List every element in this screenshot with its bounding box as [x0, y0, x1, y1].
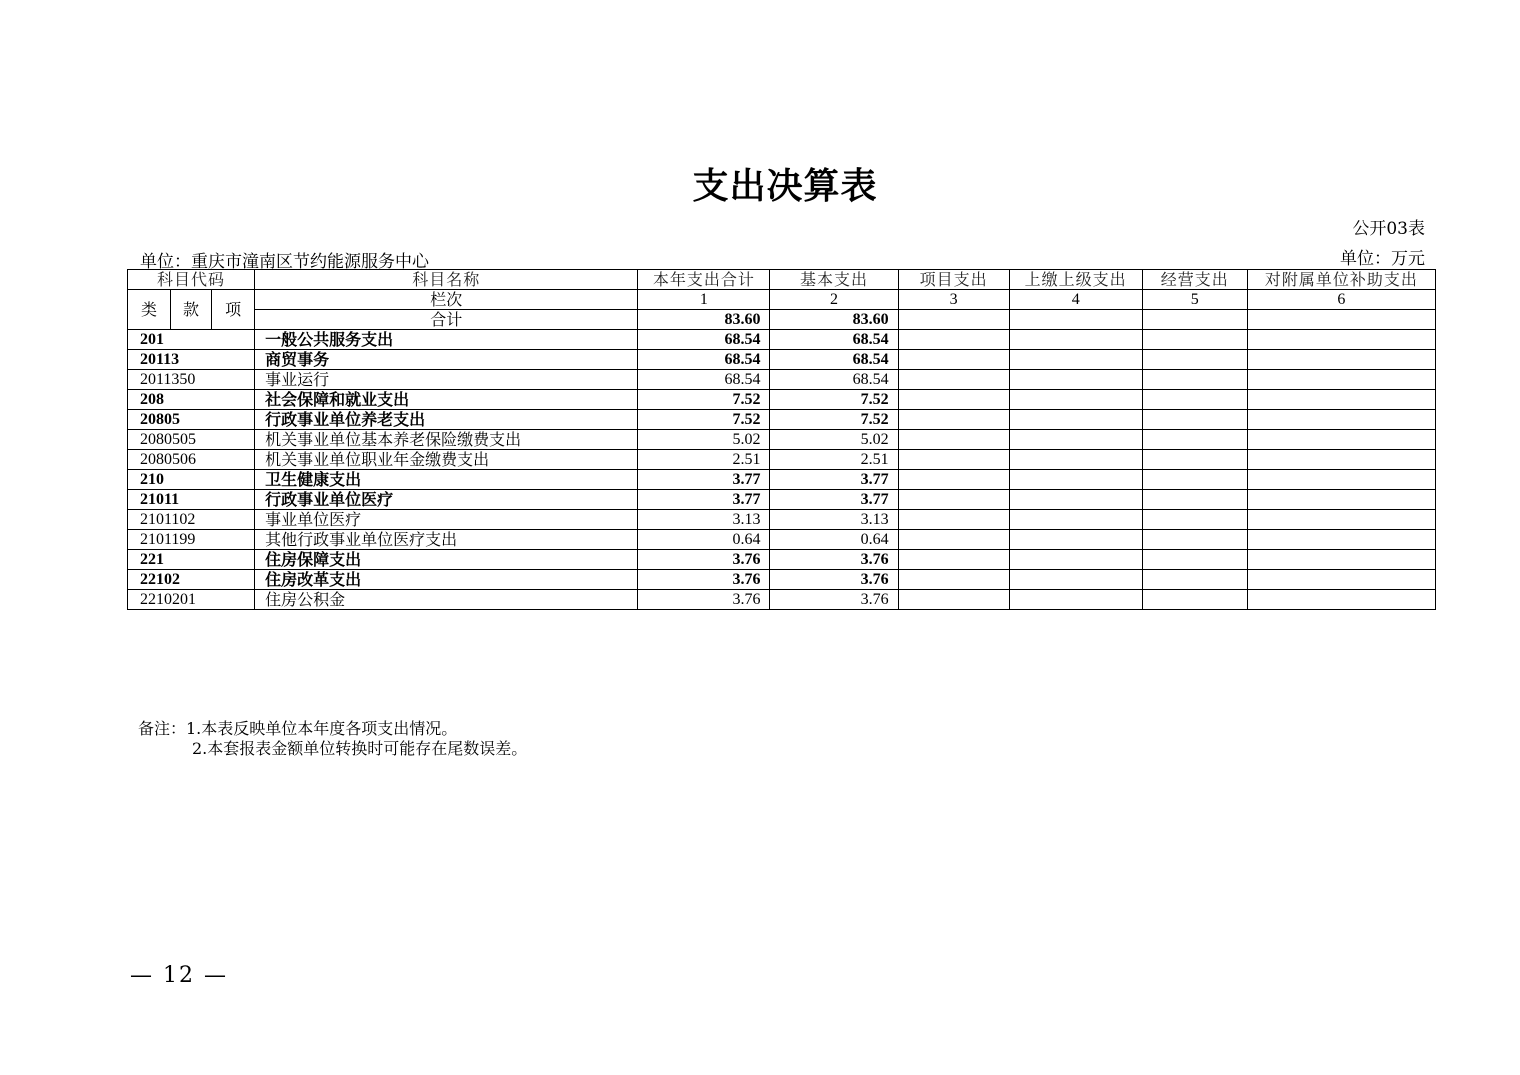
expenditure-table	[127, 269, 1436, 610]
row-business	[1142, 550, 1247, 570]
row-code: 20113	[128, 350, 255, 370]
row-code: 208	[128, 390, 255, 410]
row-total: 7.52	[638, 410, 770, 430]
note-1: 备注：1.本表反映单位本年度各项支出情况。	[138, 719, 458, 738]
row-upper	[1009, 550, 1142, 570]
row-total: 2.51	[638, 450, 770, 470]
row-upper	[1009, 450, 1142, 470]
row-subsidy	[1247, 590, 1435, 610]
row-code: 2011350	[128, 370, 255, 390]
row-name: 其他行政事业单位医疗支出	[255, 530, 638, 550]
header-xiang: 项	[212, 290, 255, 330]
row-project	[898, 430, 1009, 450]
table-row	[128, 550, 1436, 570]
row-name: 行政事业单位医疗	[255, 490, 638, 510]
row-business	[1142, 410, 1247, 430]
page-title: 支出决算表	[692, 165, 878, 207]
row-code: 20805	[128, 410, 255, 430]
row-business	[1142, 350, 1247, 370]
col-num-4: 4	[1009, 290, 1142, 310]
row-upper	[1009, 470, 1142, 490]
col-num-5: 5	[1142, 290, 1247, 310]
row-business	[1142, 590, 1247, 610]
notes	[138, 719, 527, 759]
row-total: 68.54	[638, 330, 770, 350]
header-subsidy: 对附属单位补助支出	[1247, 270, 1435, 290]
row-business	[1142, 470, 1247, 490]
row-business	[1142, 370, 1247, 390]
row-total: 7.52	[638, 390, 770, 410]
header-lanci: 栏次	[255, 290, 638, 310]
row-total: 68.54	[638, 350, 770, 370]
row-name: 商贸事务	[255, 350, 638, 370]
row-project	[898, 370, 1009, 390]
row-upper	[1009, 390, 1142, 410]
row-name: 事业单位医疗	[255, 510, 638, 530]
row-project	[898, 470, 1009, 490]
row-basic: 3.76	[770, 590, 898, 610]
row-subsidy	[1247, 470, 1435, 490]
total-label: 合计	[255, 310, 638, 330]
row-code: 2101102	[128, 510, 255, 530]
row-upper	[1009, 430, 1142, 450]
page-number: — 12 —	[130, 963, 228, 988]
row-business	[1142, 510, 1247, 530]
row-code: 22102	[128, 570, 255, 590]
row-total: 3.76	[638, 590, 770, 610]
note-2: 2.本套报表金额单位转换时可能存在尾数误差。	[192, 739, 528, 758]
table-row	[128, 490, 1436, 510]
row-upper	[1009, 590, 1142, 610]
row-subsidy	[1247, 430, 1435, 450]
total-amount: 83.60	[638, 310, 770, 330]
header-lei: 类	[128, 290, 171, 330]
row-name: 住房公积金	[255, 590, 638, 610]
col-num-6: 6	[1247, 290, 1435, 310]
row-name: 事业运行	[255, 370, 638, 390]
table-row	[128, 410, 1436, 430]
row-business	[1142, 450, 1247, 470]
header-total: 本年支出合计	[638, 270, 770, 290]
row-subsidy	[1247, 530, 1435, 550]
header-code: 科目代码	[128, 270, 255, 290]
col-num-2: 2	[770, 290, 898, 310]
row-code: 2210201	[128, 590, 255, 610]
row-basic: 68.54	[770, 370, 898, 390]
row-total: 3.77	[638, 490, 770, 510]
row-name: 机关事业单位基本养老保险缴费支出	[255, 430, 638, 450]
row-business	[1142, 530, 1247, 550]
header-row	[128, 270, 1436, 290]
row-name: 住房改革支出	[255, 570, 638, 590]
table-row	[128, 510, 1436, 530]
row-project	[898, 390, 1009, 410]
row-upper	[1009, 330, 1142, 350]
row-total: 3.76	[638, 570, 770, 590]
row-name: 卫生健康支出	[255, 470, 638, 490]
row-code: 210	[128, 470, 255, 490]
row-total: 3.13	[638, 510, 770, 530]
row-basic: 7.52	[770, 390, 898, 410]
row-total: 68.54	[638, 370, 770, 390]
row-subsidy	[1247, 350, 1435, 370]
row-basic: 3.13	[770, 510, 898, 530]
row-subsidy	[1247, 510, 1435, 530]
row-project	[898, 530, 1009, 550]
total-row	[128, 310, 1436, 330]
row-project	[898, 570, 1009, 590]
row-project	[898, 590, 1009, 610]
table-row	[128, 470, 1436, 490]
row-name: 机关事业单位职业年金缴费支出	[255, 450, 638, 470]
row-upper	[1009, 350, 1142, 370]
table-row	[128, 590, 1436, 610]
row-code: 201	[128, 330, 255, 350]
column-number-row	[128, 290, 1436, 310]
table-row	[128, 330, 1436, 350]
table-row	[128, 530, 1436, 550]
row-basic: 7.52	[770, 410, 898, 430]
row-subsidy	[1247, 570, 1435, 590]
row-basic: 2.51	[770, 450, 898, 470]
row-subsidy	[1247, 370, 1435, 390]
row-name: 住房保障支出	[255, 550, 638, 570]
row-code: 2101199	[128, 530, 255, 550]
row-subsidy	[1247, 550, 1435, 570]
unit-measure: 单位：万元	[1340, 249, 1425, 269]
row-name: 行政事业单位养老支出	[255, 410, 638, 430]
row-project	[898, 510, 1009, 530]
row-business	[1142, 570, 1247, 590]
row-code: 2080505	[128, 430, 255, 450]
header-project: 项目支出	[898, 270, 1009, 290]
row-total: 3.76	[638, 550, 770, 570]
header-business: 经营支出	[1142, 270, 1247, 290]
row-subsidy	[1247, 490, 1435, 510]
row-subsidy	[1247, 330, 1435, 350]
row-upper	[1009, 510, 1142, 530]
row-subsidy	[1247, 410, 1435, 430]
row-total: 3.77	[638, 470, 770, 490]
table-row	[128, 450, 1436, 470]
row-basic: 3.77	[770, 470, 898, 490]
row-upper	[1009, 490, 1142, 510]
table-row	[128, 570, 1436, 590]
row-project	[898, 350, 1009, 370]
header-name: 科目名称	[255, 270, 638, 290]
row-code: 21011	[128, 490, 255, 510]
row-basic: 3.77	[770, 490, 898, 510]
row-project	[898, 330, 1009, 350]
row-upper	[1009, 410, 1142, 430]
header-basic: 基本支出	[770, 270, 898, 290]
table-row	[128, 370, 1436, 390]
row-upper	[1009, 370, 1142, 390]
col-num-1: 1	[638, 290, 770, 310]
row-total: 5.02	[638, 430, 770, 450]
row-basic: 68.54	[770, 330, 898, 350]
row-project	[898, 450, 1009, 470]
row-business	[1142, 330, 1247, 350]
row-upper	[1009, 530, 1142, 550]
row-basic: 3.76	[770, 550, 898, 570]
row-basic: 5.02	[770, 430, 898, 450]
row-business	[1142, 430, 1247, 450]
header-kuan: 款	[171, 290, 212, 330]
data-rows	[128, 330, 1436, 610]
unit-name: 单位：重庆市潼南区节约能源服务中心	[140, 252, 429, 272]
header-upper: 上缴上级支出	[1009, 270, 1142, 290]
total-basic: 83.60	[770, 310, 898, 330]
row-total: 0.64	[638, 530, 770, 550]
row-upper	[1009, 570, 1142, 590]
row-code: 221	[128, 550, 255, 570]
row-basic: 3.76	[770, 570, 898, 590]
table-row	[128, 350, 1436, 370]
table-row	[128, 430, 1436, 450]
row-basic: 0.64	[770, 530, 898, 550]
row-subsidy	[1247, 450, 1435, 470]
row-project	[898, 410, 1009, 430]
form-number: 公开03表	[1352, 219, 1425, 239]
row-business	[1142, 490, 1247, 510]
row-name: 一般公共服务支出	[255, 330, 638, 350]
row-subsidy	[1247, 390, 1435, 410]
col-num-3: 3	[898, 290, 1009, 310]
table-row	[128, 390, 1436, 410]
row-business	[1142, 390, 1247, 410]
row-basic: 68.54	[770, 350, 898, 370]
row-project	[898, 550, 1009, 570]
row-code: 2080506	[128, 450, 255, 470]
row-name: 社会保障和就业支出	[255, 390, 638, 410]
row-project	[898, 490, 1009, 510]
